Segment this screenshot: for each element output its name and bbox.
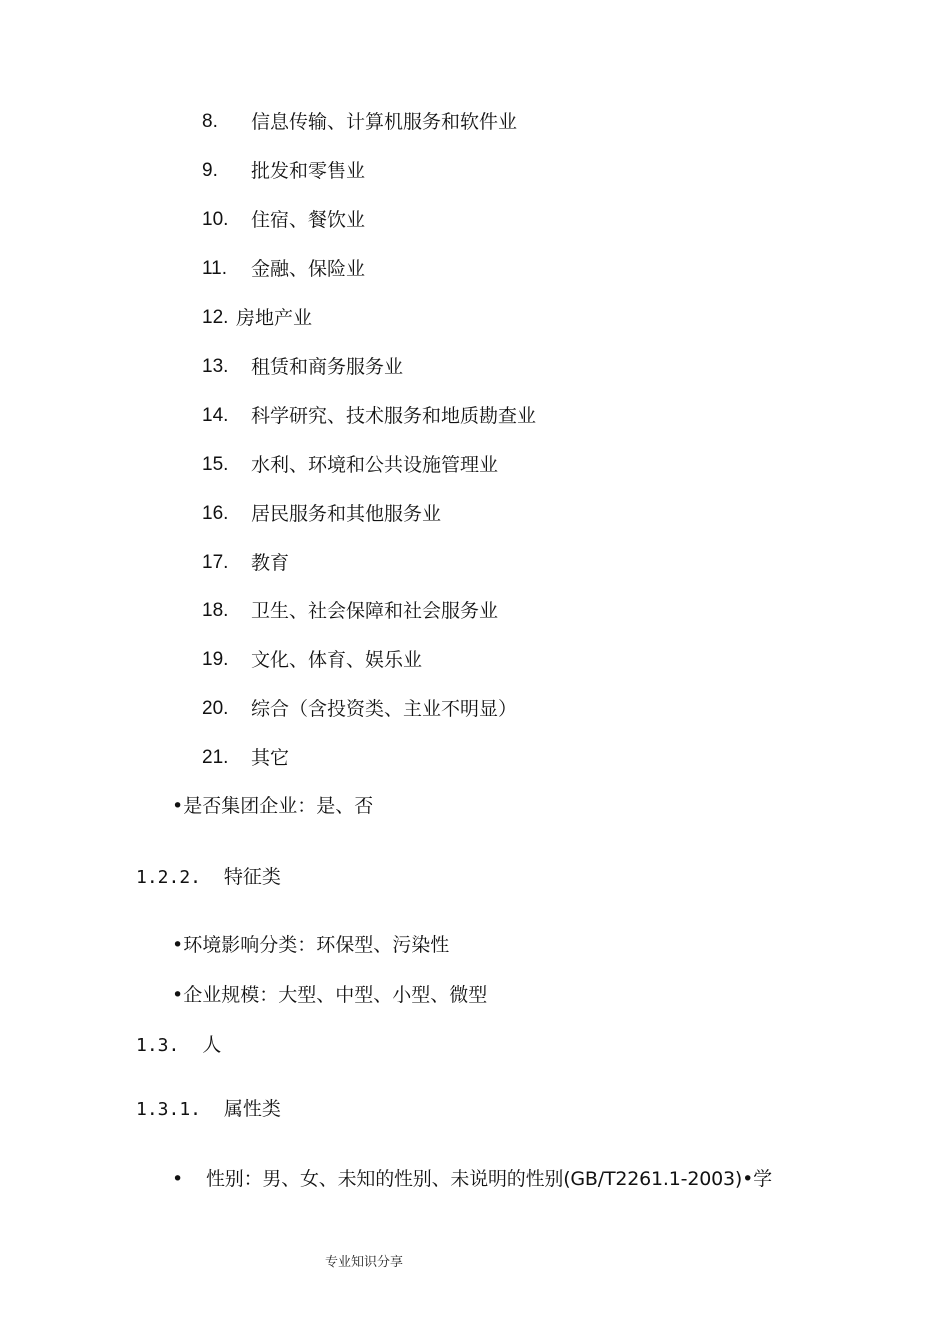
list-label: 批发和零售业 [251, 160, 366, 182]
list-item [202, 502, 762, 526]
gender-line [172, 1167, 822, 1191]
list-number: 18. [202, 600, 229, 621]
list-item [202, 355, 762, 379]
list-item [202, 697, 762, 721]
list-number: 19. [202, 649, 229, 670]
list-label: 信息传输、计算机服务和软件业 [251, 111, 518, 133]
list-label: 水利、环境和公共设施管理业 [251, 454, 499, 476]
group-enterprise-line: •是否集团企业：是、否 [172, 795, 374, 817]
section-heading-1-3-1 [136, 1097, 281, 1122]
section-title: 人 [202, 1034, 222, 1056]
list-label: 金融、保险业 [251, 258, 366, 280]
section-number: 1.3.1. [136, 1099, 202, 1120]
list-label: 文化、体育、娱乐业 [251, 649, 423, 671]
list-item [202, 551, 762, 575]
gender-text: 性别：男、女、未知的性别、未说明的性别(GB/T2261.1-2003)•学 [206, 1168, 772, 1190]
env-impact-line: •环境影响分类：环保型、污染性 [172, 934, 450, 956]
list-number: 21. [202, 747, 229, 768]
list-number: 16. [202, 503, 229, 524]
list-item [202, 306, 762, 330]
section-number: 1.2.2. [136, 867, 202, 888]
list-item [202, 746, 762, 770]
list-number: 11. [202, 258, 228, 279]
list-label: 居民服务和其他服务业 [251, 503, 442, 525]
list-label: 科学研究、技术服务和地质勘查业 [251, 405, 537, 427]
list-item [202, 110, 762, 134]
list-item [202, 208, 762, 232]
list-label: 住宿、餐饮业 [251, 209, 366, 231]
section-title: 特征类 [223, 866, 281, 888]
list-item [202, 159, 762, 183]
list-number: 17. [202, 552, 229, 573]
bullet-dot: • [172, 1168, 184, 1190]
section-heading-1-2-2 [136, 865, 281, 890]
list-label: 卫生、社会保障和社会服务业 [251, 600, 499, 622]
section-title: 属性类 [223, 1098, 281, 1120]
list-number: 9. [202, 160, 218, 181]
list-label: 房地产业 [236, 307, 313, 329]
list-number: 12. [202, 307, 229, 328]
section-heading-1-3 [136, 1033, 221, 1058]
page-footer: 专业知识分享 [325, 1255, 404, 1270]
list-label: 综合（含投资类、主业不明显） [251, 698, 518, 720]
list-number: 8. [202, 111, 218, 132]
list-label: 租赁和商务服务业 [251, 356, 404, 378]
list-item [202, 648, 762, 672]
list-number: 14. [202, 405, 229, 426]
list-number: 13. [202, 356, 229, 377]
section-number: 1.3. [136, 1035, 180, 1056]
list-label: 其它 [251, 747, 290, 769]
list-item [202, 599, 762, 623]
list-label: 教育 [251, 552, 290, 574]
enterprise-scale-line: •企业规模：大型、中型、小型、微型 [172, 984, 488, 1006]
list-item [202, 453, 762, 477]
list-item [202, 404, 762, 428]
list-number: 20. [202, 698, 229, 719]
list-number: 10. [202, 209, 229, 230]
list-item [202, 257, 762, 281]
list-number: 15. [202, 454, 229, 475]
